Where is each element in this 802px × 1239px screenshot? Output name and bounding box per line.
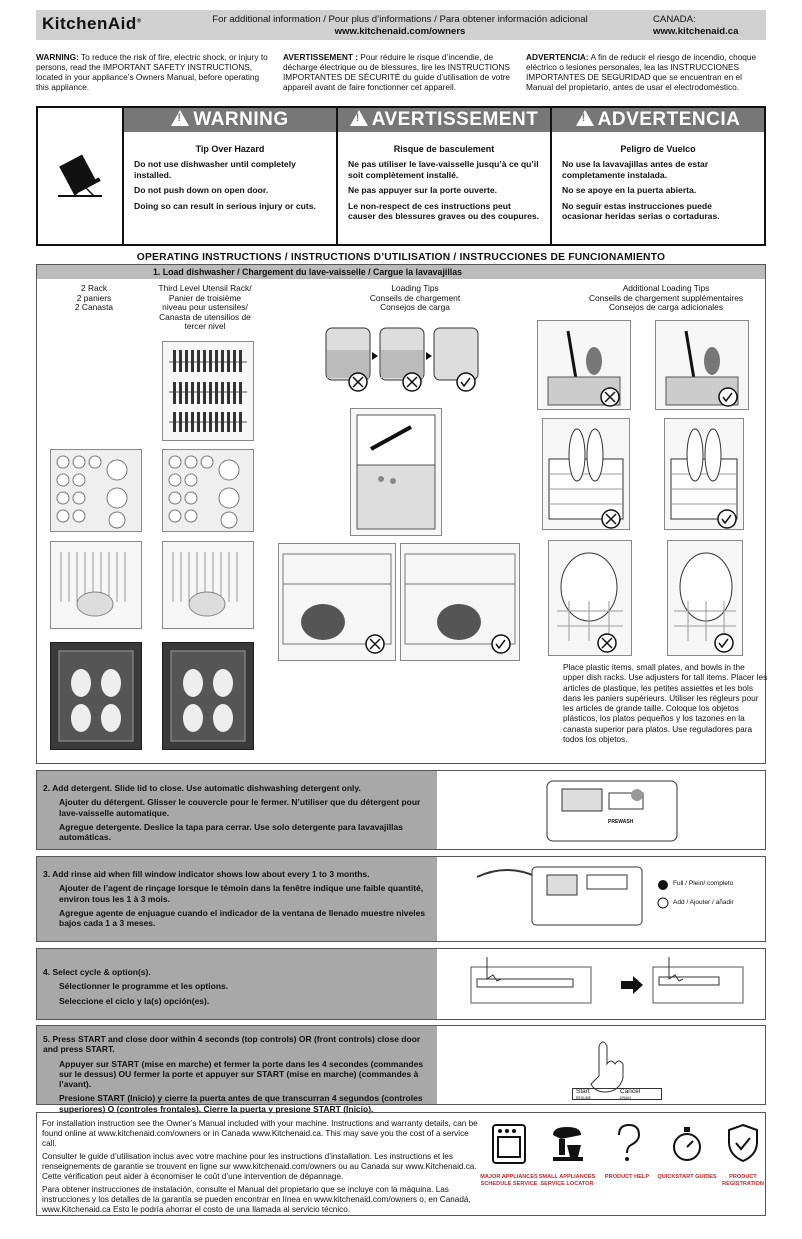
oven-icon — [489, 1121, 529, 1165]
start-cancel-panel — [572, 1088, 662, 1100]
step5-section — [36, 1025, 766, 1114]
step2-section — [36, 770, 766, 850]
cancel-button[interactable]: Cancel DRAIN — [620, 1088, 641, 1100]
warning-line: No seguir estas instrucciones puede ocasionar heridas serias o cortaduras. — [562, 200, 720, 221]
step3-section — [36, 856, 766, 942]
step5-es: Presione START (Inicio) y cierre la puerta antes de que transcurran 4 segundos (controles superiores) O (controles frontales). Cierre la puerta y presione START (Inicio). — [59, 1093, 423, 1114]
warning-triangle-icon — [576, 110, 594, 126]
step2-es: Agregue detergente. Deslice la tapa para cerrar. Use solo detergente para lavavajillas automáticas. — [59, 821, 403, 843]
jars-loading-image — [320, 320, 490, 396]
product-help-link[interactable] — [597, 1121, 657, 1181]
safety-es: ADVERTENCIA: A fin de reducir el riesgo de incendio, choque eléctrico o lesiones personales, lea las INSTRUCCIONES IMPORTANTES DE SEGURIDAD que se encuentran en el Manual del propietario, antes de usar el electrodoméstico. — [526, 52, 757, 92]
add-label: Add / Ajouter / añadir — [673, 899, 734, 906]
step4-illustration — [437, 949, 765, 1019]
warning-line: Ne pas appuyer sur la porte ouverte. — [348, 185, 498, 195]
lower-rack-right-image — [400, 543, 520, 661]
step2-text — [37, 771, 437, 849]
utensil-basket-image — [350, 408, 442, 536]
small-appliances-link[interactable] — [537, 1121, 597, 1188]
footer-p-en: For installation instruction see the Owner’s Manual included with your machine. Instructions and warranty details, can be found online at www.kitchenaid.com/owners or in Canada www.Kitchenaid.ca. This may save you the cost of a service call. — [42, 1119, 478, 1148]
canada-label: CANADA: — [653, 14, 696, 25]
third-rack-label: Third Level Utensil Rack/ Panier de troisième niveau pour ustensiles/ Canasta de utensilios de tercer nivel — [158, 283, 252, 332]
step4-fr: Sélectionner le programme et les options. — [59, 981, 229, 992]
shield-check-icon — [723, 1121, 763, 1165]
utensil-wrong-image — [537, 320, 631, 410]
header-info-line: For additional information / Pour plus d’informations / Para obtener información adicional — [212, 14, 588, 25]
warning-col-en — [124, 108, 338, 244]
step3-illustration — [437, 857, 765, 941]
warning-band: !WARNING — [124, 108, 336, 132]
step4-es: Seleccione el ciclo y la(s) opción(es). — [59, 995, 210, 1006]
stand-mixer-icon — [547, 1121, 587, 1165]
warning-line: Doing so can result in serious injury or cuts. — [134, 200, 316, 211]
upper-rack-image-2 — [162, 449, 254, 532]
major-appliances-link[interactable] — [479, 1121, 539, 1188]
start-button[interactable]: Start RESUME — [576, 1088, 591, 1100]
step3-en: 3. Add rinse aid when fill window indicator shows low about every 1 to 3 months. — [43, 869, 370, 879]
utensil-rack-image — [162, 341, 254, 441]
dispenser-label: PREWASH — [608, 819, 634, 825]
footer-p-es: Para obtener instrucciones de instalación, consulte el Manual del propietario que se incluye con la máquina. Las instrucciones y los detalles de la garantía se pueden encontrar en línea en www.kitchenaid.com/owners o, en Canadá, www.Kitchenaid.ca Esto le podría ahorrar el costo de una llamada al servicio técnico. — [42, 1185, 471, 1214]
additional-tips-label: Additional Loading Tips Conseils de chargement supplémentaires Consejos de carga adicionales — [588, 283, 744, 313]
small-appliances-label: SMALL APPLIANCES SERVICE LOCATOR — [538, 1174, 596, 1187]
footer-p-fr: Consulter le guide d’utilisation inclus avec votre machine pour les instructions d’installation. Les instructions et les renseignements de garantie se trouvent en ligne sur www.kitchenaid.com/owners ou au Canada sur www.Kitchenaid.ca. Cette vérification peut aider à économiser le coût d’une intervention de dépannage. — [42, 1152, 477, 1181]
full-label: Full / Plein/ completo — [673, 880, 734, 887]
step2-fr: Ajouter du détergent. Glisser le couvercle pour le fermer. N’utiliser que du détergent pour lave-vaisselle automatique. — [59, 797, 421, 818]
step4-section — [36, 948, 766, 1020]
warning-line: Do not use dishwasher until completely installed. — [134, 159, 296, 180]
quickstart-label: QUICKSTART GUIDES — [657, 1174, 717, 1180]
footer-section — [36, 1112, 766, 1216]
warning-line: No se apoye en la puerta abierta. — [562, 185, 697, 195]
step5-fr: Appuyer sur START (mise en marche) et fermer la porte dans les 4 secondes (commandes sur le dessus) OU fermer la porte et appuyer sur START (mise en marche) (commandes à l’avant). — [59, 1058, 424, 1090]
warning-triangle-icon — [350, 110, 368, 126]
footer-text — [42, 1119, 482, 1218]
hazard-title: Peligro de Vuelco — [620, 144, 696, 154]
operating-title: OPERATING INSTRUCTIONS / INSTRUCTIONS D’UTILISATION / INSTRUCCIONES DE FUNCIONAMIENTO — [136, 252, 666, 263]
header-info — [195, 14, 605, 38]
plate-wrong-image — [548, 540, 632, 656]
step5-text — [37, 1026, 437, 1114]
step4-en: 4. Select cycle & option(s). — [43, 967, 151, 977]
step5-en: 5. Press START and close door within 4 seconds (top controls) OR (front controls) close door and press START. — [43, 1034, 421, 1055]
warning-triangle-icon — [171, 110, 189, 126]
warning-line: Le non-respect de ces instructions peut causer des blessures graves ou des coupures. — [348, 200, 540, 221]
warning-line: Do not push down on open door. — [134, 185, 269, 195]
registration-label: PRODUCT REGISTRATION — [722, 1174, 764, 1187]
step1-bar: 1. Load dishwasher / Chargement du lave-vaisselle / Cargue la lavavajillas — [37, 265, 765, 279]
tips-text: Place plastic items, small plates, and bowls in the upper dish racks. Use adjusters for tall items. Placer les articles de plastique, les petites assiettes et les bols dans les paniers supérieurs. Utiliser les régleurs pour les articles de grande taille. Coloque los objetos plásticos, los platos pequeños y los tazones en la canasta superior para platos. Use reguladores para todos los objetos. — [563, 662, 768, 745]
header-canada — [653, 14, 738, 38]
rack-2-label: 2 Rack 2 paniers 2 Canasta — [74, 283, 114, 313]
step2-illustration — [437, 771, 765, 849]
quickstart-link[interactable] — [657, 1121, 717, 1181]
plate-right-image — [667, 540, 743, 656]
tip-over-warning-box — [36, 106, 766, 246]
hazard-title: Tip Over Hazard — [195, 144, 265, 154]
upper-rack-image — [50, 449, 142, 532]
step2-en: 2. Add detergent. Slide lid to close. Use automatic dishwashing detergent only. — [43, 783, 361, 793]
warning-line: No use la lavavajillas antes de estar completamente instalada. — [562, 159, 709, 180]
brand-logo: KitchenAid® — [42, 14, 142, 33]
lower-rack-image-2 — [162, 541, 254, 629]
step5-illustration — [437, 1026, 765, 1104]
step3-fr: Ajouter de l’agent de rinçage lorsque le témoin dans la fenêtre indique une faible quantité, environ tous les 1 à 3 mois. — [59, 883, 424, 904]
basket-wrong-image — [542, 418, 630, 530]
safety-fr: AVERTISSEMENT : Pour réduire le risque d’incendie, de décharge électrique ou de blessures, lire les INSTRUCTIONS IMPORTANTES DE SÉCURITÉ du guide d’utilisation de votre appareil avant de faire fonctionner cet appareil. — [283, 52, 511, 92]
safety-en: WARNING: To reduce the risk of fire, electric shock, or injury to persons, read the IMPORTANT SAFETY INSTRUCTIONS, located in your appliance’s Owners Manual, before operating this appliance. — [36, 52, 268, 92]
avertissement-band: !AVERTISSEMENT — [338, 108, 550, 132]
warning-col-fr — [338, 108, 552, 244]
lower-rack-wrong-image — [278, 543, 396, 661]
step4-text — [37, 949, 437, 1019]
step3-es: Agregue agente de enjuague cuando el indicador de la ventana de llenado muestre niveles bajos cada 1 a 3 meses. — [59, 907, 426, 929]
canada-url[interactable]: www.kitchenaid.ca — [653, 26, 739, 37]
warning-line: Ne pas utiliser le lave-vaisselle jusqu’à ce qu’il soit complètement installé. — [348, 159, 539, 180]
dishwasher-interior-image — [50, 642, 142, 750]
registration-link[interactable] — [713, 1121, 773, 1188]
tip-over-icon — [38, 108, 124, 244]
product-help-label: PRODUCT HELP — [604, 1174, 650, 1180]
loading-tips-label: Loading Tips Conseils de chargement Consejos de carga — [369, 283, 461, 313]
dishwasher-interior-image-2 — [162, 642, 254, 750]
warning-col-es — [552, 108, 764, 244]
major-appliances-label: MAJOR APPLIANCES SCHEDULE SERVICE — [480, 1174, 538, 1187]
hazard-title: Risque de basculement — [393, 144, 495, 154]
utensil-right-image — [655, 320, 749, 410]
advertencia-band: !ADVERTENCIA — [552, 108, 764, 132]
step3-text — [37, 857, 437, 941]
lower-rack-image — [50, 541, 142, 629]
question-icon — [607, 1121, 647, 1165]
basket-right-image — [664, 418, 744, 530]
header-url[interactable]: www.kitchenaid.com/owners — [334, 26, 466, 37]
stopwatch-icon — [667, 1121, 707, 1165]
